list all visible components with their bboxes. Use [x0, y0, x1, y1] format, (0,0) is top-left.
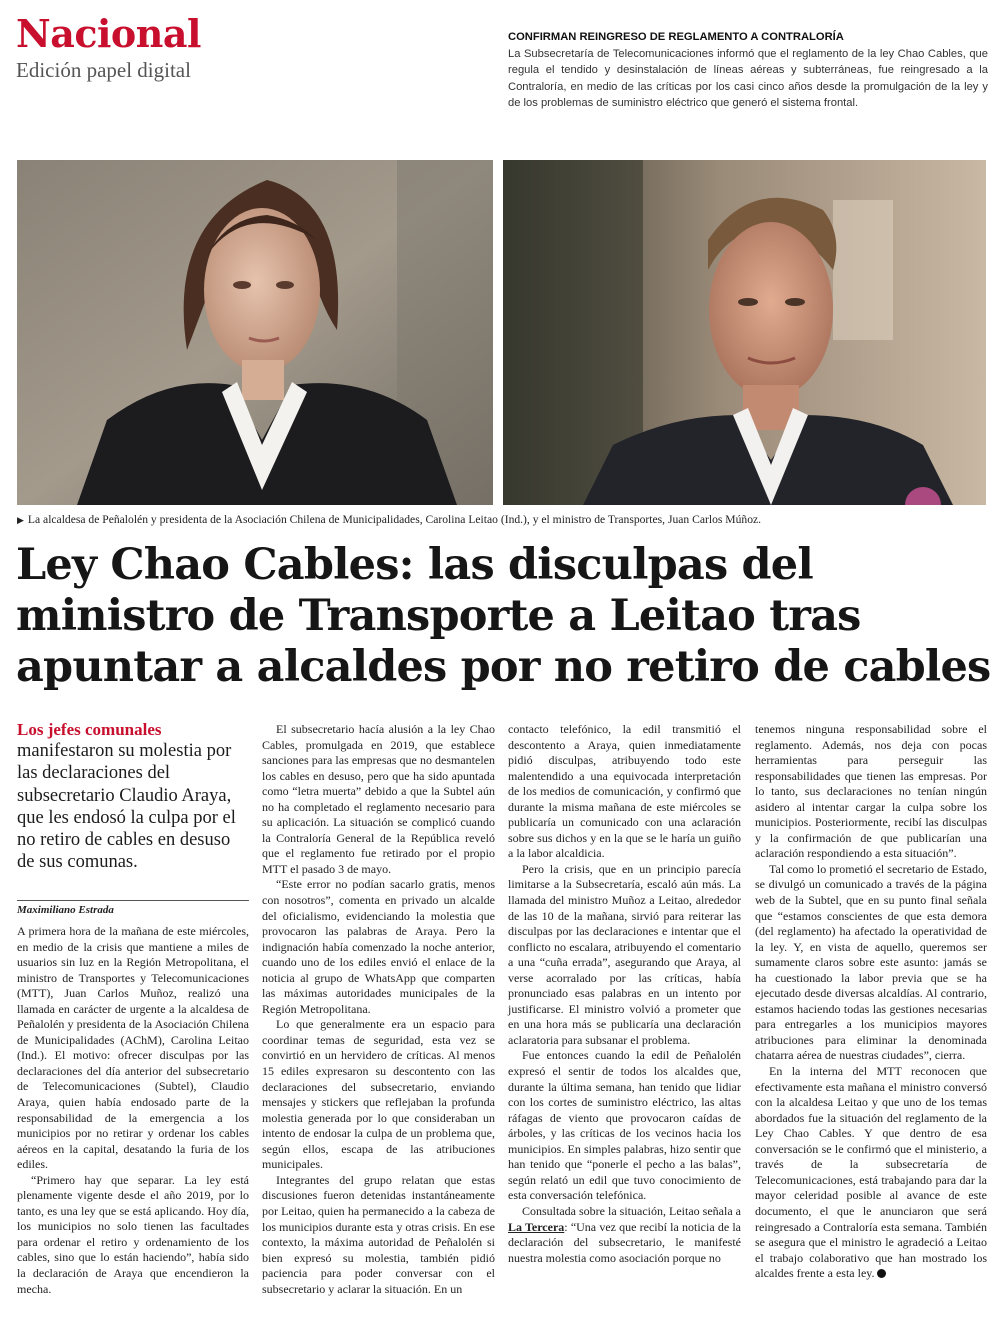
paragraph-text: En la interna del MTT reconocen que efectivamente esta mañana el ministro conversó con la alcaldesa Leitao y que uno de los temas abordados fue la situación del reglamento de la Ley Chao Cables. Y que dentro de esa conversación se le confirmó que el ministerio, a través de la subsecretaría de Telecomunicaciones, está trabajando para dar la mayor celeridad posible al avance de este documento, el que le anunciaron que será reingresado a Contraloría esta semana. También se asegura que el ministro le agradeció a Leitao el trabajo colaborativo que han mostrado los alcaldes frente a esta ley. — [755, 1064, 987, 1281]
paragraph: “Este error no podían sacarlo gratis, menos con nosotros”, comenta en privado un alcalde del oficialismo, evidenciando la molestia que provocaron las palabras de Araya. Pero la indignación había comenzado la noche anterior, cuando uno de los ediles envió el enlace de la noticia al grupo de WhatsApp que comparten las máximas autoridades municipales de la Región Metropolitana. — [262, 877, 495, 1016]
headline-line-2: ministro de Transporte a Leitao tras — [16, 591, 861, 641]
section-subtitle: Edición papel digital — [16, 58, 191, 82]
body-column-2 — [262, 722, 495, 1297]
body-column-3 — [508, 722, 741, 1266]
paragraph: Pero la crisis, que en un principio parecía limitarse a la Subsecretaría, escaló aún más. La llamada del ministro Muñoz a Leitao, alrededor de las 10 de la mañana, sirvió para reiterar las disculpas por las declaraciones e intentar que el conflicto no escalara, atribuyendo el comentario a una “cuña errada”, asegurando que Araya, al verse acorralado por las críticas, había pronunciado esas palabras en un intento por justificarse. El ministro volvió a prometer que en una hora más se publicaría una declaración aclaratoria para subsanar el problema. — [508, 861, 741, 1047]
section-title: Nacional — [16, 11, 201, 56]
woman-portrait-image — [17, 160, 493, 505]
paragraph: Fue entonces cuando la edil de Peñalolén expresó el sentir de todos los alcaldes que, durante la última semana, han tenido que lidiar con los cortes de suministro eléctrico, las altas ráfagas de viento que provocaron caídas de árboles, y las críticas de los vecinos hacia los municipios. En simples palabras, hizo sentir que han tenido que “ponerle el pecho a las balas”, según relató un edil que tuvo conocimiento de esta conversación telefónica. — [508, 1048, 741, 1203]
end-of-article-icon — [877, 1269, 886, 1278]
news-brief — [508, 30, 988, 112]
paragraph: Integrantes del grupo relatan que estas discusiones fueron detenidas instantáneamente por Leitao, quien ha permanecido a la cabeza de los municipios durante esta y otras crisis. En ese contexto, la máxima autoridad de Peñalolén si bien expresó su molestia, también pidió paciencia para poder conversar con el subsecretario y aclarar la situación. En un — [262, 1172, 495, 1296]
paragraph: tenemos ninguna responsabilidad sobre el reglamento. Además, nos deja con pocas herramientas para perseguir las responsabilidades que tienen las empresas. Por lo tanto, sus declaraciones no tenían ningún asidero al intentar cargar la culpa sobre los municipios. Posteriormente, recibí las disculpas y la confirmación de que publicarían una aclaración respondiendo a esta situación”. — [755, 722, 987, 861]
article-lead — [17, 720, 249, 874]
article-headline — [16, 540, 991, 693]
byline: Maximiliano Estrada — [17, 900, 249, 916]
body-column-4 — [755, 722, 987, 1282]
caption-arrow-icon: ▶ — [17, 516, 24, 526]
body-column-1 — [17, 924, 249, 1297]
paragraph: contacto telefónico, la edil transmitió el descontento a Araya, quien inmediatamente pidió disculpas, atribuyendo todo este malentendido a una equivocada interpretación de los medios de comunicación, y confirmó que durante la misma mañana de este miércoles se publicaría un comunicado con una aclaración sobre sus dichos y en la que se le haría un guiño a la labor alcaldicia. — [508, 722, 741, 861]
man-portrait-image — [503, 160, 986, 505]
la-tercera-mention: La Tercera — [508, 1219, 565, 1234]
paragraph — [755, 1064, 987, 1282]
paragraph-text: Consultada sobre la situación, Leitao señala a — [522, 1203, 741, 1218]
paragraph: Lo que generalmente era un espacio para coordinar temas de seguridad, esta vez se convirtió en un hervidero de críticas. Al menos 15 ediles expresaron su descontento con las declaraciones del subsecretario, enviando mensajes y stickers que reflejaban la profunda molestia generada por lo que consideraban un intento de endosar la culpa de un problema que, según ellos, escapa de las atribuciones municipales. — [262, 1017, 495, 1172]
paragraph — [508, 1204, 741, 1266]
headline-line-3: apuntar a alcaldes por no retiro de cables — [16, 642, 991, 692]
headline-line-1: Ley Chao Cables: las disculpas del — [16, 540, 813, 590]
paragraph: El subsecretario hacía alusión a la ley Chao Cables, promulgada en 2019, que establece sanciones para las empresas que no desmantelen los cables en desuso, pero que ha sido apuntada como “letra muerta” debido a que la Subtel aún no ha completado el reglamento necesario para su aplicación. La situación se complicó cuando la Contraloría General de la República reveló que el reglamento fue retirado por el propio MTT el pasado 3 de mayo. — [262, 722, 495, 876]
paragraph-text: : “Una vez que recibí la noticia de la declaración del subsecretario, le manifesté nuestra molestia como asociación porque no — [508, 1219, 742, 1265]
photo-caption — [17, 512, 987, 529]
paragraph: “Primero hay que separar. La ley está plenamente vigente desde el año 2019, por lo tanto, es una ley que se está aplicando. Hoy día, los municipios no solo tienen las facultades para ordenar el retiro y ordenamiento de los cables, sino que lo están haciendo”, había sido la declaración de Araya que encendieron la mecha. — [17, 1172, 249, 1296]
photo-carolina-leitao — [17, 160, 493, 505]
lead-text: manifestaron su molestia por las declaraciones del subsecretario Claudio Araya, que les endosó la culpa por el no retiro de cables en desuso de sus comunas. — [17, 741, 236, 873]
paragraph: Tal como lo prometió el secretario de Estado, se divulgó un comunicado a través de la página web de la Subtel, que en su punto final señala que “estamos conscientes de que esta demora (del reglamento) ha afectado la operatividad de la ley. Y, en vista de aquello, queremos ser sumamente claros sobre este asunto: jamás se ha cuestionado la labor previa que se ha ejecutado desde diversas alcaldías. Al contrario, estamos haciendo todas las gestiones necesarias para entregarles a los municipios mayores atribuciones para eliminar la denominada chatarra aérea de nuestras ciudades”, cierra. — [755, 861, 987, 1063]
brief-headline: CONFIRMAN REINGRESO DE REGLAMENTO A CONTRALORÍA — [508, 31, 844, 43]
caption-text: La alcaldesa de Peñalolén y presidenta de la Asociación Chilena de Municipalidades, Carolina Leitao (Ind.), y el ministro de Transportes, Juan Carlos Múñoz. — [27, 513, 762, 526]
paragraph: A primera hora de la mañana de este miércoles, en medio de la crisis que mantiene a miles de usuarios sin luz en la Región Metropolitana, el ministro de Transportes y Telecomunicaciones (MTT), Juan Carlos Muñoz, realizó una llamada en carácter de urgente a la alcaldesa de Peñalolén y presidenta de la Asociación Chilena de Municipalidades (AChM), Carolina Leitao (Ind.). El motivo: ofrecer disculpas por las declaraciones del día anterior del subsecretario de Telecomunicaciones (Subtel), Claudio Araya, quien había endosado parte de la responsabilidad de la emergencia a los municipios por no retirar y ordenar los cables aéreos en la capital, desatando la furia de los ediles. — [17, 924, 249, 1172]
lead-kicker: Los jefes comunales — [17, 720, 162, 739]
photo-juan-carlos-munoz — [503, 160, 986, 505]
brief-body: La Subsecretaría de Telecomunicaciones informó que el reglamento de la ley Chao Cables, que regula el tendido y desinstalación de líneas aéreas y subterráneas, fue reingresado a la Contraloría, en medio de las críticas por los casi cinco años desde la promulgación de la ley y de los problemas de suministro eléctrico que generó el sistema frontal. — [508, 48, 988, 110]
